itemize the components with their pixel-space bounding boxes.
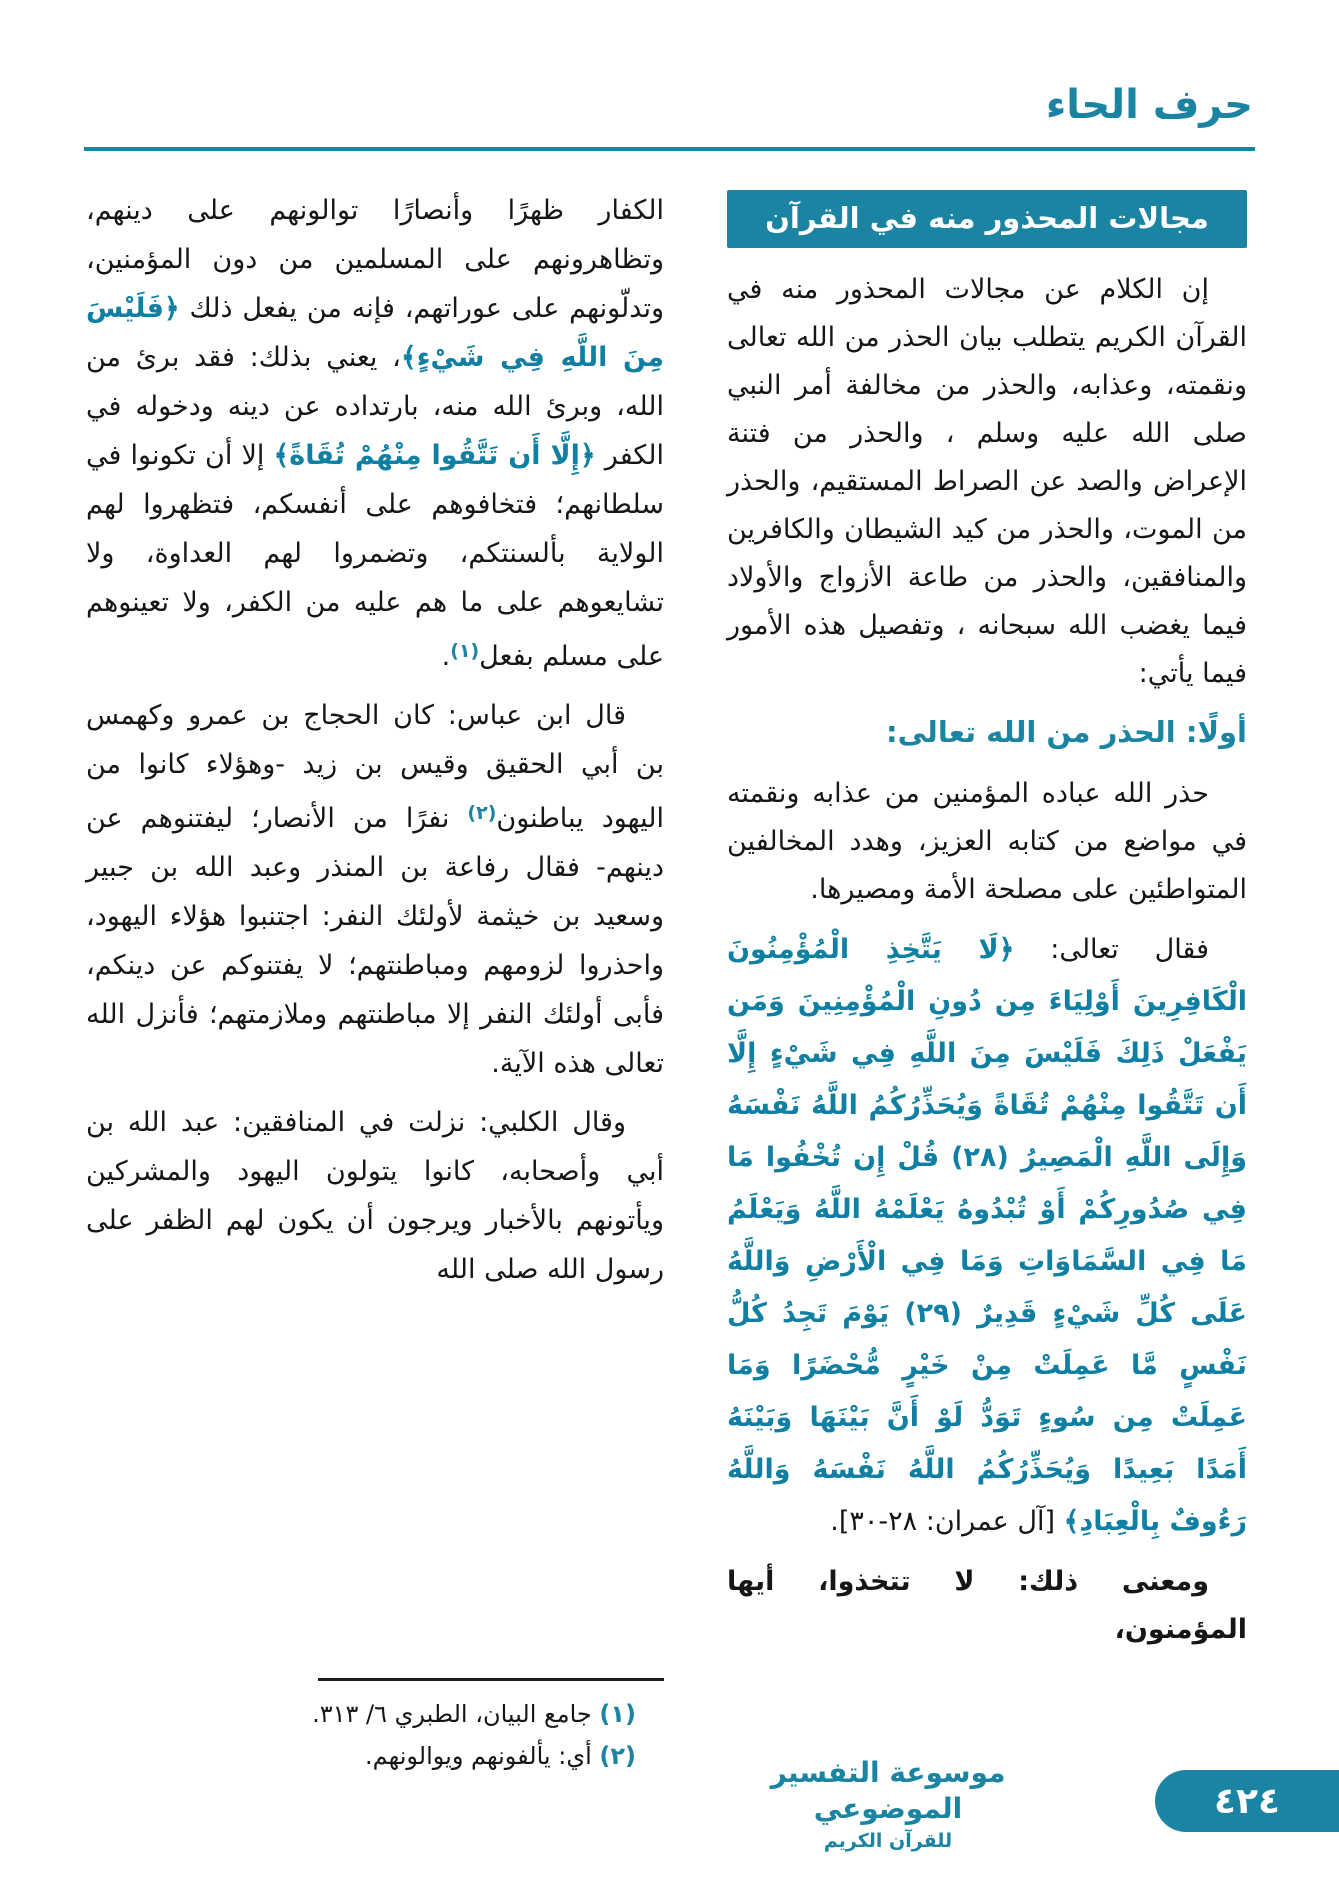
- inline-quran-quote: ﴿إِلَّا أَن تَتَّقُوا مِنْهُمْ تُقَاةً﴾: [273, 440, 596, 471]
- inline-quran-quote: ﴿فَلَيْسَ مِنَ اللَّهِ فِي شَيْءٍ﴾: [86, 293, 664, 373]
- footnote-divider: [318, 1678, 664, 1681]
- body-text-segment: قال ابن عباس: كان الحجاج بن عمرو وكهمس بن أبي الحقيق وقيس بن زيد -وهؤلاء كانوا من اليهود يباطنون: [86, 700, 664, 834]
- publisher-logo-title: موسوعة التفسير الموضوعي: [770, 1756, 1006, 1825]
- footnote-number: (٢): [599, 1742, 636, 1770]
- intro-paragraph: إن الكلام عن مجالات المحذور منه في القرآن الكريم يتطلب بيان الحذر من الله تعالى ونقمته، وعذابه، والحذر من مخالفة أمر النبي صلى الله عليه وسلم ، والحذر من فتنة الإعراض والصد عن الصراط المستقيم، والحذر من الموت، والحذر من كيد الشيطان والكافرين والمنافقين، والحذر من طاعة الأزواج والأولاد فيما يغضب الله سبحانه ، وتفصيل هذه الأمور فيما يأتي:: [727, 274, 1247, 689]
- body-text-segment: الكفار ظهرًا وأنصارًا توالونهم على دينهم، وتظاهرونهم على المسلمين من دون المؤمنين، وتدلّونهم على عوراتهم، فإنه من يفعل ذلك: [86, 195, 664, 324]
- footnote-text: جامع البيان، الطبري ٦/ ٣١٣.: [312, 1700, 600, 1728]
- footnote-number: (١): [599, 1700, 636, 1728]
- footnote-marker-1: (١): [450, 640, 480, 662]
- subheading-first-warning: أولًا: الحذر من الله تعالى:: [886, 715, 1247, 749]
- quran-verse-text: ﴿لَا يَتَّخِذِ الْمُؤْمِنُونَ الْكَافِرِينَ أَوْلِيَاءَ مِن دُونِ الْمُؤْمِنِينَ وَمَن يَفْعَلْ ذَلِكَ فَلَيْسَ مِنَ اللَّهِ فِي شَيْءٍ إِلَّا أَن تَتَّقُوا مِنْهُمْ تُقَاةً وَيُحَذِّرُكُمُ اللَّهُ نَفْسَهُ وَإِلَى اللَّهِ الْمَصِيرُ (٢٨) قُلْ إِن تُخْفُوا مَا فِي صُدُورِكُمْ أَوْ تُبْدُوهُ يَعْلَمْهُ اللَّهُ وَيَعْلَمُ مَا فِي السَّمَاوَاتِ وَمَا فِي الْأَرْضِ وَاللَّهُ عَلَى كُلِّ شَيْءٍ قَدِيرٌ (٢٩) يَوْمَ تَجِدُ كُلُّ نَفْسٍ مَّا عَمِلَتْ مِنْ خَيْرٍ مُّحْضَرًا وَمَا عَمِلَتْ مِن سُوءٍ تَوَدُّ لَوْ أَنَّ بَيْنَهَا وَبَيْنَهُ أَمَدًا بَعِيدًا وَيُحَذِّرُكُمُ اللَّهُ نَفْسَهُ وَاللَّهُ رَءُوفٌ بِالْعِبَادِ﴾: [727, 934, 1248, 1537]
- footnote-text: أي: يألفونهم ويوالونهم.: [365, 1742, 600, 1770]
- body-text-segment: نفرًا من الأنصار؛ ليفتنوهم عن دينهم- فقال رفاعة بن المنذر وعبد الله بن جبير وسعيد بن خيثمة لأولئك النفر: اجتنبوا هؤلاء اليهود، واحذروا لزومهم ومباطنتهم؛ لا يفتنوكم عن دينكم، فأبى أولئك النفر إلا مباطنتهم وملازمتهم؛ فأنزل الله تعالى هذه الآية.: [86, 803, 664, 1079]
- publisher-logo-subtitle: للقرآن الكريم: [823, 1830, 953, 1852]
- body-paragraph: حذر الله عباده المؤمنين من عذابه ونقمته في مواضع من كتابه العزيز، وهدد المخالفين المتواطئين على مصلحة الأمة ومصيرها.: [727, 778, 1247, 905]
- publisher-logo: [758, 1755, 1018, 1855]
- footnotes-section: [86, 1678, 664, 1777]
- quote-intro: فقال تعالى:: [1014, 934, 1209, 965]
- footnote-marker-2: (٢): [467, 802, 497, 824]
- body-text-segment: إلا أن تكونوا في سلطانهم؛ فتخافوهم على أنفسكم، فتظهروا لهم الولاية بألسنتكم، وتضمروا لهم العداوة، ولا تشايعوهم على ما هم عليه من الكفر، ولا تعينوهم على مسلم بفعل: [86, 440, 664, 672]
- section-title-box: [727, 190, 1247, 248]
- body-text-segment: ، يعني بذلك: فقد برئ من الله، وبرئ الله منه، بارتداده عن دينه ودخوله في الكفر: [86, 342, 665, 471]
- section-title: مجالات المحذور منه في القرآن: [765, 201, 1209, 235]
- continuation-paragraph: [86, 186, 664, 681]
- page-number-badge: [1155, 1770, 1339, 1832]
- footnote-2: [86, 1735, 664, 1777]
- body-text-segment: .: [441, 641, 451, 672]
- footnote-1: [86, 1693, 664, 1735]
- page-number: ٤٢٤: [1214, 1780, 1280, 1822]
- chapter-heading: حرف الحاء: [1045, 82, 1253, 128]
- verse-reference: [آل عمران: ٢٨-٣٠].: [830, 1506, 1064, 1537]
- ibn-abbas-paragraph: [86, 691, 664, 1088]
- meaning-paragraph: ومعنى ذلك: لا تتخذوا، أيها المؤمنون،: [727, 1566, 1247, 1645]
- header-divider: [84, 147, 1255, 151]
- quran-quote-paragraph: [727, 924, 1247, 1548]
- left-column: [86, 186, 664, 1304]
- kalbi-paragraph: وقال الكلبي: نزلت في المنافقين: عبد الله بن أبي وأصحابه، كانوا يتولون اليهود والمشركين ويأتونهم بالأخبار ويرجون أن يكون لهم الظفر على رسول الله صلى الله: [86, 1107, 664, 1285]
- right-column: [727, 190, 1247, 1664]
